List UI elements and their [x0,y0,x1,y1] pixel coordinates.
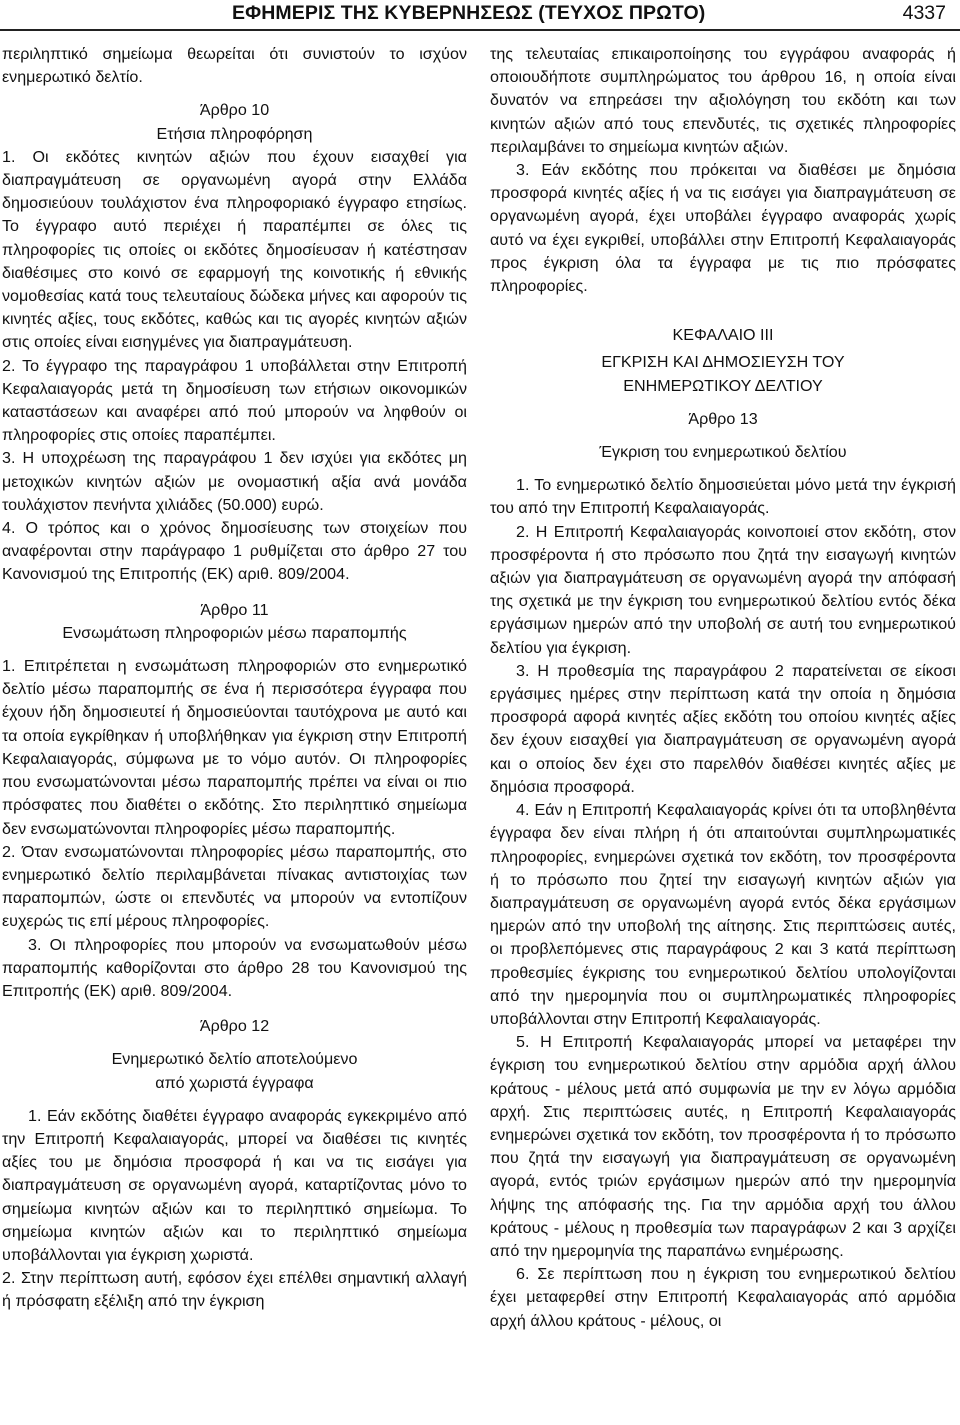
article-11-title: Άρθρο 11 [200,600,269,619]
article-13-paragraph-6: 6. Σε περίπτωση που η έγκριση του ενημερωτικού δελτίου έχει μεταφερθεί στην Επιτροπή Κεφαλαιαγοράς από αρμόδια αρχή άλλου κράτους - μέλους, οι [490,1265,956,1330]
article-13-paragraph-1: 1. Το ενημερωτικό δελτίο δημοσιεύεται μόνο μετά την έγκρισή του από την Επιτροπή Κεφαλαιαγοράς. [490,476,956,518]
article-12-subtitle-line-1: Ενημερωτικό δελτίο αποτελούμενο [111,1050,358,1069]
article-10-title: Άρθρο 10 [199,101,270,120]
article-11-paragraph-2: 2. Όταν ενσωματώνονται πληροφορίες μέσω παραπομπής, στο ενημερωτικό δελτίο περιλαμβάνεται πίνακας αντιστοιχίας των παραπομπών, ώστε οι επενδυτές να μπορούν να εντοπίζουν ευχερώς τις επί μέρους πληροφορίες. [2,842,467,931]
page-header [0,0,960,26]
article-13-title: Άρθρο 13 [688,409,758,428]
article-13-paragraph-2: 2. Η Επιτροπή Κεφαλαιαγοράς κοινοποιεί στον εκδότη, στον προσφέροντα ή στο πρόσωπο που ζητά την εισαγωγή κινητών αξιών για διαπραγμάτευση σε οργανωμένη αγορά την απόφασή της σχετικά με την έγκριση του ενημερωτικού δελτίου εντός δέκα εργάσιμων ημερών από την υποβολή σε αυτή του ενημερωτικού δελτίου για έγκριση. [490,522,956,657]
article-12-title: Άρθρο 12 [199,1017,270,1036]
article-12-subtitle-line-2: από χωριστά έγγραφα [155,1073,314,1092]
article-12-paragraph-3: 3. Εάν εκδότης που πρόκειται να διαθέσει με δημόσια προσφορά κινητές αξίες ή να τις εισάγει για διαπραγμάτευση σε οργανωμένη αγορά, έχει υποβάλει έγγραφο αναφοράς χωρίς αυτό να έχει εγκριθεί, υποβάλλει στην Επιτροπή Κεφαλαιαγοράς προς έγκριση όλα τα έγγραφα με τις πιο πρόσφατες πληροφορίες. [490,161,956,296]
article-12-continuation: της τελευταίας επικαιροποίησης του εγγράφου αναφοράς ή οποιουδήποτε συμπληρώματος του άρθρου 16, η οποία είναι δυνατόν να επηρεάσει την αξιολόγηση του εκδότη και των κινητών αξιών από τους επενδυτές, τις σχετικές πληροφορίες περιλαμβάνει το σημείωμα κινητών αξιών. [490,45,956,156]
article-13-subtitle: Έγκριση του ενημερωτικού δελτίου [599,443,847,462]
article-12-paragraph-2: 2. Στην περίπτωση αυτή, εφόσον έχει επέλθει σημαντική αλλαγή ή πρόσφατη εξέλιξη από την έγκριση [2,1269,467,1311]
article-10-subtitle: Ετήσια πληροφόρηση [156,124,313,143]
article-10-paragraph-2: 2. Το έγγραφο της παραγράφου 1 υποβάλλεται στην Επιτροπή Κεφαλαιαγοράς μετά τη δημοσίευση των ετήσιων οικονομικών καταστάσεων και αναφέρει από πού μπορούν να ληφθούν οι πληροφορίες στις οποίες παραπέμπει. [2,356,467,445]
article-10-paragraph-4: 4. Ο τρόπος και ο χρόνος δημοσίευσης των στοιχείων που αναφέρονται στην παράγραφο 1 ρυθμίζεται στο άρθρο 27 του Κανονισμού της Επιτροπής (ΕΚ) αριθ. 809/2004. [2,519,467,584]
article-13-paragraph-5: 5. Η Επιτροπή Κεφαλαιαγοράς μπορεί να μεταφέρει την έγκριση του ενημερωτικού δελτίου στην αρμόδια αρχή άλλου κράτους - μέλους μετά από συμφωνία με την εν λόγω αρμόδια αρχή. Στις περιπτώσεις αυτές, η Επιτροπή Κεφαλαιαγοράς ενημερώνει σχετικά τον εκδότη, τον προσφέροντα ή το πρόσωπο που ζητά την εισαγωγή για διαπραγμάτευση σε οργανωμένη αγορά, εντός τριών εργάσιμων ημερών από την ημερομηνία λήψης της απόφασής της. Για την αρμόδια αρχή του άλλου κράτους - μέλους η προθεσμία των παραγράφων 2 και 3 αρχίζει από την ημερομηνία της παραπάνω ενημέρωσης. [490,1033,956,1260]
chapter-heading: ΚΕΦΑΛΑΙΟ ΙΙΙ [672,326,774,345]
article-13-paragraph-3: 3. Η προθεσμία της παραγράφου 2 παρατείνεται σε είκοσι εργάσιμες ημέρες στην περίπτωση κατά την οποία η δημόσια προσφορά αφορά κινητές αξίες εκδότη του οποίου κινητές αξίες δεν έχουν εισαχθεί για διαπραγμάτευση σε οργανωμένη αγορά και ο οποίος δεν έχει στο παρελθόν διαθέσει κινητές αξίες με δημόσια προσφορά. [490,661,956,796]
article-12-paragraph-1: 1. Εάν εκδότης διαθέτει έγγραφο αναφοράς εγκεκριμένο από την Επιτροπή Κεφαλαιαγοράς, μπορεί να διαθέσει τις κινητές αξίες του με δημόσια προσφορά ή και να τις εισάγει για διαπραγμάτευση σε οργανωμένη αγορά, καταρτίζοντας μόνο το σημείωμα κινητών αξιών και το περιληπτικό σημείωμα. Το σημείωμα κινητών αξιών και το περιληπτικό σημείωμα υποβάλλονται για έγκριση χωριστά. [2,1106,467,1264]
gazette-title: ΕΦΗΜΕΡΙΣ ΤΗΣ ΚΥΒΕΡΝΗΣΕΩΣ (ΤΕΥΧΟΣ ΠΡΩΤΟ) [232,2,706,24]
left-column [2,43,467,1314]
header-rule [0,29,960,31]
article-10-paragraph-3: 3. Η υποχρέωση της παραγράφου 1 δεν ισχύει για εκδότες μη μετοχικών κινητών αξιών με ονομαστική αξία ανά μονάδα τουλάχιστον πενήντα χιλιάδες (50.000) ευρώ. [2,449,467,514]
article-10-paragraph-1: 1. Οι εκδότες κινητών αξιών που έχουν εισαχθεί για διαπραγμάτευση σε οργανωμένη αγορά στην Ελλάδα δημοσιεύουν τουλάχιστον ένα πληροφοριακό έγγραφο ετησίως. Το έγγραφο αυτό περιέχει ή παραπέμπει σε όλες τις πληροφορίες τις οποίες οι εκδότες δημοσίευσαν ή κατέστησαν διαθέσιμες στο κοινό σε εφαρμογή της κοινοτικής ή εθνικής νομοθεσίας κατά τους τελευταίους δώδεκα μήνες και αφορούν τις κινητές αξίες, τους εκδότες, καθώς και τις αγορές κινητών αξιών στις οποίες είναι εισηγμένες για διαπραγμάτευση. [2,147,467,352]
chapter-title-line-1: ΕΓΚΡΙΣΗ ΚΑΙ ΔΗΜΟΣΙΕΥΣΗ ΤΟΥ [601,353,845,372]
article-11-paragraph-3: 3. Οι πληροφορίες που μπορούν να ενσωματωθούν μέσω παραπομπής καθορίζονται στο άρθρο 28 του Κανονισμού της Επιτροπής (ΕΚ) αριθ. 809/2004. [2,935,467,1000]
article-13-paragraph-4: 4. Εάν η Επιτροπή Κεφαλαιαγοράς κρίνει ότι τα υποβληθέντα έγγραφα δεν είναι πλήρη ή ότι απαιτούνται συμπληρωματικές πληροφορίες, ενημερώνει σχετικά τον εκδότη, τον προσφέροντα ή το πρόσωπο που ζητεί την εισαγωγή κινητών αξιών για διαπραγμάτευση σε οργανωμένη αγορά εντός δέκα εργάσιμων ημερών από την υποβολή της αίτησης. Στις περιπτώσεις αυτές, οι προβλεπόμενες στις παραγράφους 2 και 3 κατά περίπτωση προθεσμίες έγκρισης του ενημερωτικού δελτίου υπολογίζονται από την ημερομηνία που οι συμπληρωματικές πληροφορίες υποβάλλονται στην Επιτροπή Κεφαλαιαγοράς. [490,801,956,1028]
article-11-subtitle: Ενσωμάτωση πληροφοριών μέσω παραπομπής [62,623,407,642]
right-column [490,43,956,1333]
chapter-title-line-2: ΕΝΗΜΕΡΩΤΙΚΟΥ ΔΕΛΤΙΟΥ [623,376,823,395]
intro-paragraph: περιληπτικό σημείωμα θεωρείται ότι συνιστούν το ισχύον ενημερωτικό δελτίο. [2,45,467,87]
page-number: 4337 [902,2,946,24]
article-11-paragraph-1: 1. Επιτρέπεται η ενσωμάτωση πληροφοριών στο ενημερωτικό δελτίο μέσω παραπομπής σε ένα ή περισσότερα έγγραφα που έχουν ήδη δημοσιευτεί ή δημοσιεύονται ταυτόχρονα με αυτό και τα οποία εγκρίθηκαν ή υποβλήθηκαν για έγκριση στην Επιτροπή Κεφαλαιαγοράς, σύμφωνα με το νόμο αυτόν. Οι πληροφορίες που ενσωματώνονται μέσω παραπομπής πρέπει να είναι οι πιο πρόσφατες που διαθέτει ο εκδότης. Στο περιληπτικό σημείωμα δεν ενσωματώνονται πληροφορίες μέσω παραπομπής. [2,657,467,838]
